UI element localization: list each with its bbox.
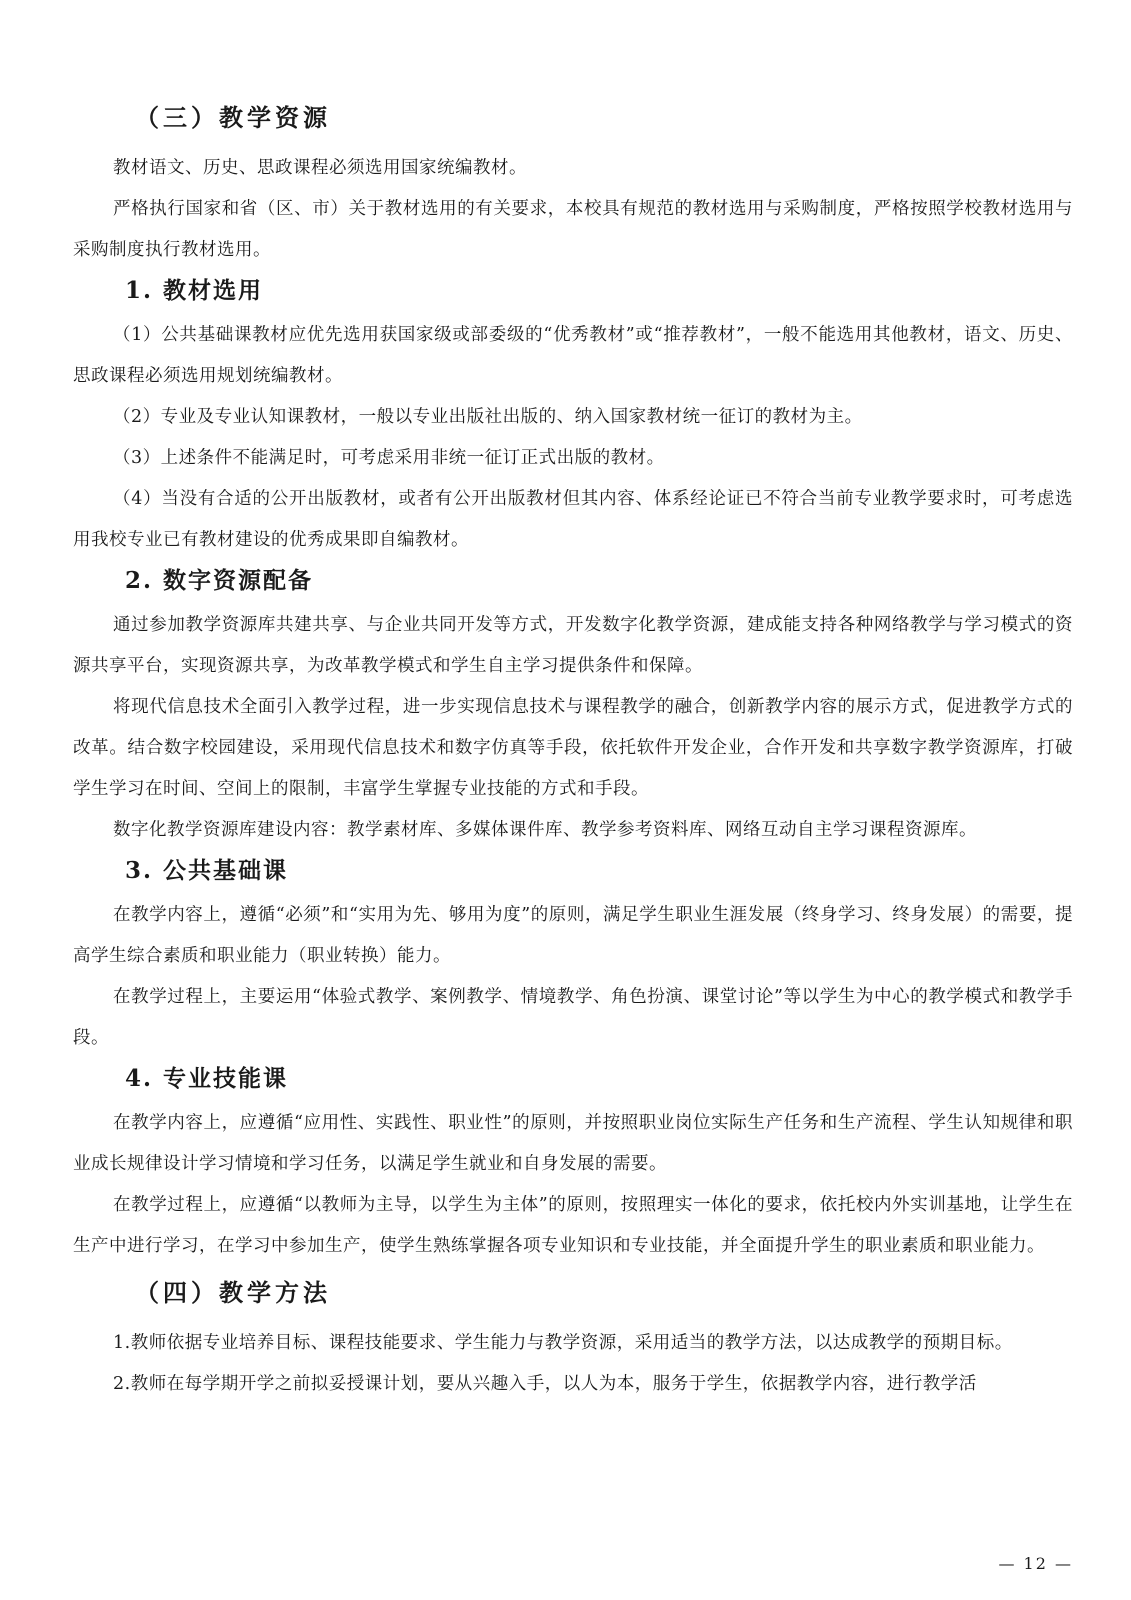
paragraph: 数字化教学资源库建设内容：教学素材库、多媒体课件库、教学参考资料库、网络互动自主学习课程资源库。 (113, 820, 977, 840)
section-heading-teaching-methods: （四）教学方法 (135, 1278, 331, 1307)
paragraph: 2.教师在每学期开学之前拟妥授课计划，要从兴趣入手，以人为本，服务于学生，依据教学内容，进行教学活 (113, 1374, 977, 1394)
paragraph: 将现代信息技术全面引入教学过程，进一步实现信息技术与课程教学的融合，创新教学内容的展示方式，促进教学方式的改革。结合数字校园建设，采用现代信息技术和数字仿真等手段，依托软件开发企业，合作开发和共享数字教学资源库，打破学生学习在时间、空间上的限制，丰富学生掌握专业技能的方式和手段。 (73, 697, 1073, 799)
paragraph: 教材语文、历史、思政课程必须选用国家统编教材。 (113, 158, 527, 178)
list-item: （4）当没有合适的公开出版教材，或者有公开出版教材但其内容、体系经论证已不符合当前专业教学要求时，可考虑选用我校专业已有教材建设的优秀成果即自编教材。 (73, 489, 1073, 550)
subheading-digital-resources: 2. 数字资源配备 (125, 567, 314, 594)
section-heading-teaching-resources: （三）教学资源 (135, 103, 331, 132)
paragraph: 在教学内容上，应遵循“应用性、实践性、职业性”的原则，并按照职业岗位实际生产任务和生产流程、学生认知规律和职业成长规律设计学习情境和学习任务，以满足学生就业和自身发展的需要。 (73, 1113, 1073, 1174)
paragraph: 1.教师依据专业培养目标、课程技能要求、学生能力与教学资源，采用适当的教学方法，以达成教学的预期目标。 (113, 1333, 1013, 1353)
paragraph: 在教学过程上，主要运用“体验式教学、案例教学、情境教学、角色扮演、课堂讨论”等以学生为中心的教学模式和教学手段。 (73, 987, 1073, 1048)
subheading-professional-skill-courses: 4. 专业技能课 (125, 1065, 289, 1092)
list-item: （3）上述条件不能满足时，可考虑采用非统一征订正式出版的教材。 (113, 448, 665, 468)
paragraph: 在教学内容上，遵循“必须”和“实用为先、够用为度”的原则，满足学生职业生涯发展（终身学习、终身发展）的需要，提高学生综合素质和职业能力（职业转换）能力。 (73, 905, 1073, 966)
list-item: （2）专业及专业认知课教材，一般以专业出版社出版的、纳入国家教材统一征订的教材为主。 (113, 407, 863, 427)
paragraph: 严格执行国家和省（区、市）关于教材选用的有关要求，本校具有规范的教材选用与采购制度，严格按照学校教材选用与采购制度执行教材选用。 (73, 199, 1073, 260)
page-number: — 12 — (998, 1554, 1073, 1573)
paragraph: 在教学过程上，应遵循“以教师为主导，以学生为主体”的原则，按照理实一体化的要求，依托校内外实训基地，让学生在生产中进行学习，在学习中参加生产，使学生熟练掌握各项专业知识和专业技能，并全面提升学生的职业素质和职业能力。 (73, 1195, 1073, 1256)
document-page (73, 98, 1073, 1405)
subheading-public-basic-courses: 3. 公共基础课 (125, 857, 289, 884)
paragraph: 通过参加教学资源库共建共享、与企业共同开发等方式，开发数字化教学资源，建成能支持各种网络教学与学习模式的资源共享平台，实现资源共享，为改革教学模式和学生自主学习提供条件和保障。 (73, 615, 1073, 676)
list-item: （1）公共基础课教材应优先选用获国家级或部委级的“优秀教材”或“推荐教材”，一般不能选用其他教材，语文、历史、思政课程必须选用规划统编教材。 (73, 325, 1073, 386)
subheading-textbook-selection: 1. 教材选用 (125, 277, 264, 304)
